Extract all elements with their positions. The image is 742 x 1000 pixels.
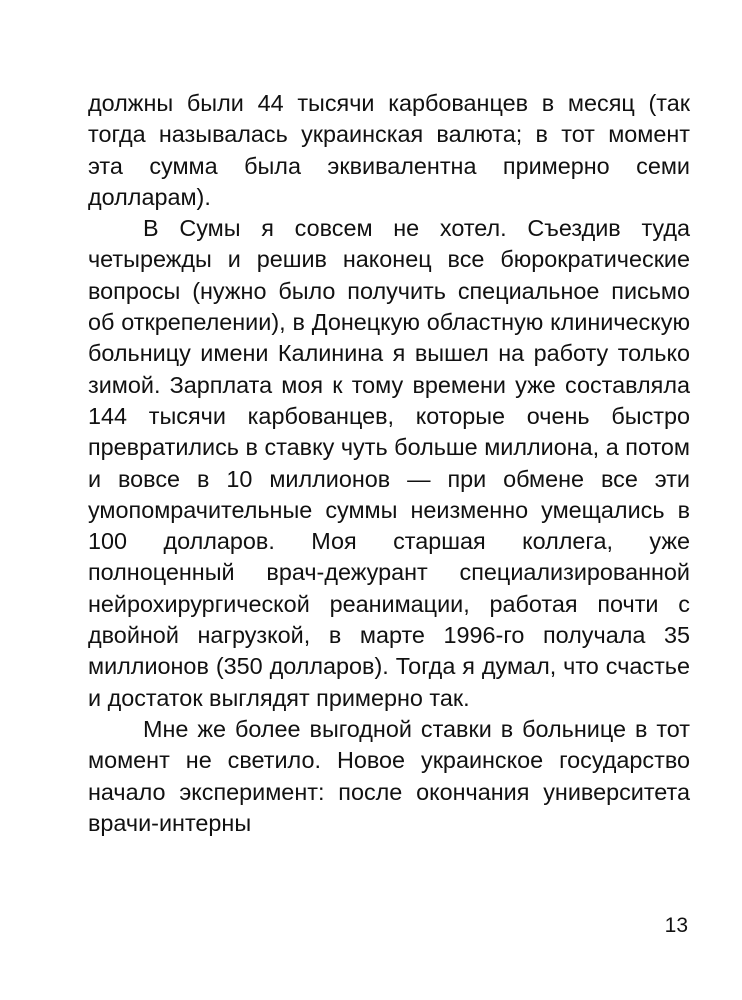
- paragraph-continued: должны были 44 тысячи карбованцев в месяц (так тогда называлась украинская валюта; в тот момент эта сумма была эквивалентна примерно семи долларам).: [88, 90, 690, 210]
- paragraph-experiment: Мне же более выгодной ставки в больнице в тот момент не светило. Новое украинское государство начало эксперимент: после окончания университета врачи-интерны: [88, 715, 690, 836]
- body-text: [88, 88, 690, 839]
- paragraph-sumy: В Сумы я совсем не хотел. Съездив туда четырежды и решив наконец все бюрократические вопросы (нужно было получить специальное письмо об открепелении), в Донецкую областную клиническую больницу имени Калинина я вышел на работу только зимой. Зарплата моя к тому времени уже составляла 144 тысячи карбованцев, которые очень быстро превратились в ставку чуть больше миллиона, а потом и вовсе в 10 миллионов — при обмене все эти умопомрачительные суммы неизменно умещались в 100 долларов. Моя старшая коллега, уже полноценный врач-дежурант специализированной нейрохирургической реанимации, работая почти с двойной нагрузкой, в марте 1996-го получала 35 миллионов (350 долларов). Тогда я думал, что счастье и достаток выглядят примерно так.: [88, 215, 690, 711]
- page-number: 13: [664, 914, 688, 937]
